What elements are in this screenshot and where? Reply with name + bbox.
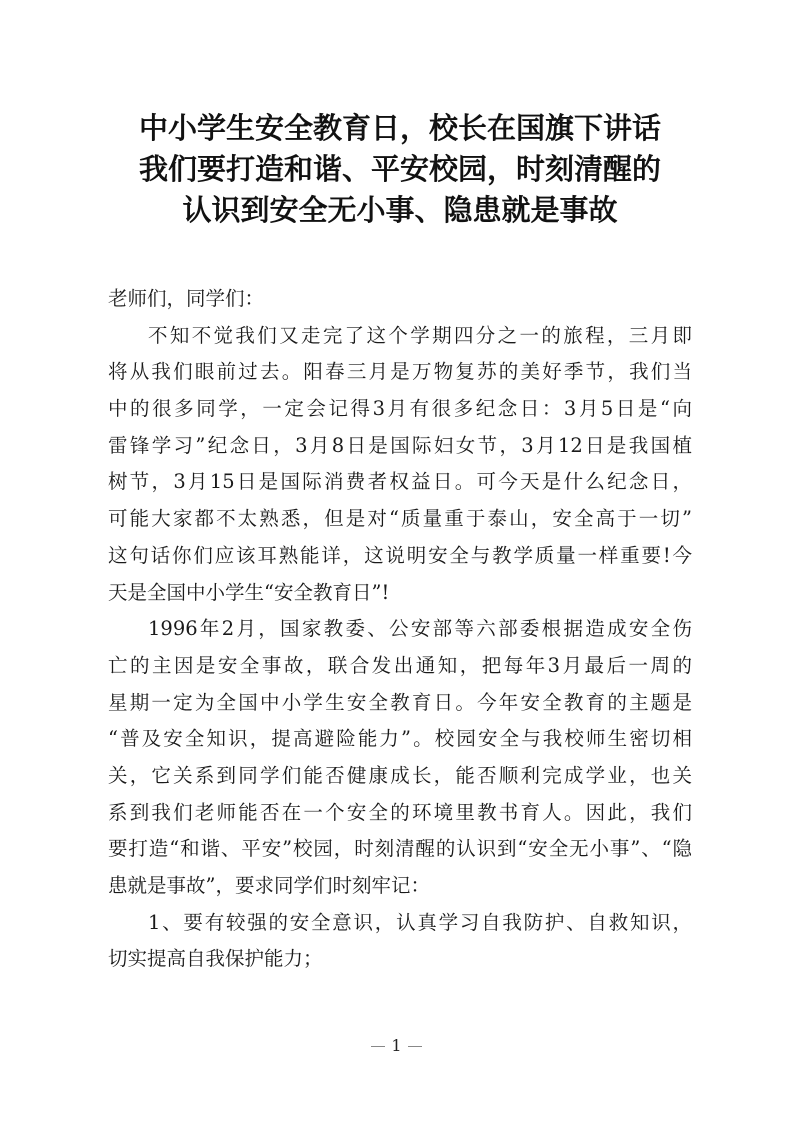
paragraph-line: “普及安全知识，提高避险能力”。校园安全与我校师生密切相 [108,727,692,751]
paragraph-3-list-item-1 [108,905,692,978]
paragraph-line: 天是全国中小学生“安全教育日”! [108,580,390,604]
paragraph-line: 1、要有较强的安全意识，认真学习自我防护、自救知识， [148,910,692,934]
paragraph-line: 将从我们眼前过去。阳春三月是万物复苏的美好季节，我们当 [108,360,692,384]
title-line-1: 中小学生安全教育日，校长在国旗下讲话 [138,111,661,145]
paragraph-line: 雷锋学习”纪念日，3月8日是国际妇女节，3月12日是我国植 [108,433,692,457]
paragraph-line: 患就是事故”，要求同学们时刻牢记： [108,874,430,897]
document-body [108,281,692,978]
paragraph-2 [108,611,692,905]
paragraph-line: 树节，3月15日是国际消费者权益日。可今天是什么纪念日， [108,470,692,494]
paragraph-line: 1996年2月，国家教委、公安部等六部委根据造成安全伤 [148,617,692,641]
footer-dash-left [371,1046,385,1047]
paragraph-line: 不知不觉我们又走完了这个学期四分之一的旅程，三月即 [148,323,692,347]
paragraph-line: 系到我们老师能否在一个安全的环境里教书育人。因此，我们 [108,800,692,824]
paragraph-line: 中的很多同学，一定会记得3月有很多纪念日：3月5日是“向 [108,397,692,421]
document-title [100,108,700,231]
page-number: 1 [391,1036,402,1055]
paragraph-line: 星期一定为全国中小学生安全教育日。今年安全教育的主题是 [108,690,692,714]
paragraph-line: 要打造“和谐、平安”校园，时刻清醒的认识到“安全无小事”、“隐 [108,837,692,861]
salutation: 老师们，同学们： [108,287,265,310]
title-line-3: 认识到安全无小事、隐患就是事故 [182,193,618,227]
title-line-2: 我们要打造和谐、平安校园，时刻清醒的 [138,152,661,186]
footer-dash-right [408,1046,422,1047]
paragraph-line: 关，它关系到同学们能否健康成长，能否顺利完成学业，也关 [108,763,692,787]
paragraph-line: 可能大家都不太熟悉，但是对“质量重于泰山，安全高于一切” [108,507,692,531]
paragraph-line: 切实提高自我保护能力； [108,947,323,971]
paragraph-1 [108,318,692,612]
paragraph-line: 这句话你们应该耳熟能详，这说明安全与教学质量一样重要!今 [108,543,692,567]
paragraph-line: 亡的主因是安全事故，联合发出通知，把每年3月最后一周的 [108,653,692,677]
page-footer [0,1036,793,1055]
